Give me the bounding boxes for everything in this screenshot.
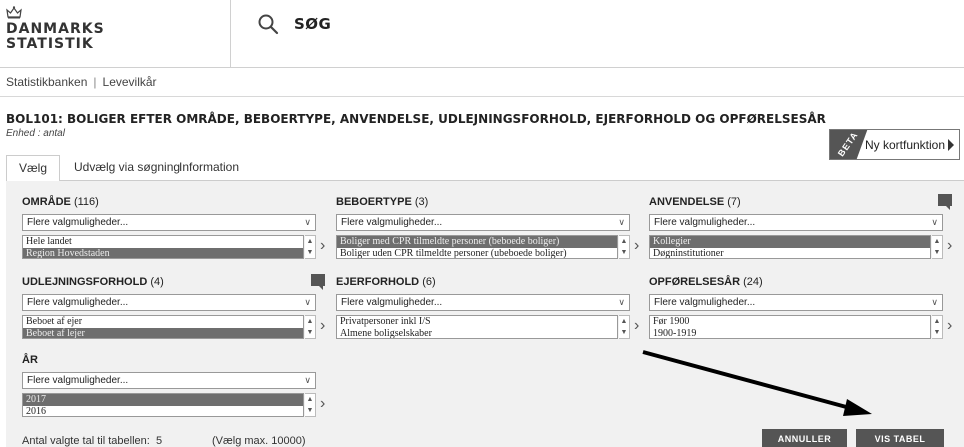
variable-name: ANVENDELSE [649, 196, 725, 208]
variable-name: BEBOERTYPE [336, 196, 412, 208]
chevron-right-icon[interactable]: › [634, 237, 640, 254]
chevron-right-icon[interactable]: › [320, 317, 326, 334]
list-item-selected[interactable]: 2017 [23, 394, 303, 406]
chevron-down-icon: ∨ [304, 297, 311, 307]
chevron-down-icon: ∨ [304, 217, 311, 227]
list-item[interactable]: Almene boligselskaber [340, 328, 432, 339]
selected-count-label: Antal valgte tal til tabellen: [22, 435, 150, 447]
logo-line-1: DANMARKS [6, 21, 105, 37]
options-dropdown[interactable]: Flere valgmuligheder... ∨ [22, 294, 316, 311]
search-icon[interactable] [257, 13, 279, 35]
show-table-button[interactable]: VIS TABEL [856, 429, 944, 447]
variable-beboertype [336, 196, 640, 259]
selected-count [22, 435, 162, 447]
list-item-selected[interactable]: Boliger med CPR tilmeldte personer (beboede boliger) [337, 236, 617, 248]
chevron-down-icon: ∨ [618, 217, 625, 227]
variable-count: (116) [73, 196, 99, 208]
breadcrumb-levevilkaar[interactable]: Levevilkår [102, 75, 157, 89]
variable-name: UDLEJNINGSFORHOLD [22, 276, 148, 288]
options-dropdown[interactable]: Flere valgmuligheder... ∨ [22, 214, 316, 231]
list-item[interactable]: Boliger uden CPR tilmeldte personer (ubeboede boliger) [340, 248, 567, 259]
max-count-hint: (Vælg max. 10000) [212, 435, 306, 447]
breadcrumb-separator: | [93, 75, 97, 89]
tab-udvaelg-soegning[interactable]: Udvælg via søgning [74, 160, 181, 174]
new-map-function-button[interactable] [829, 129, 960, 160]
variable-count: (7) [727, 196, 741, 208]
chevron-right-icon[interactable]: › [634, 317, 640, 334]
chevron-down-icon: ∨ [618, 297, 625, 307]
new-map-function-label: Ny kortfunktion [865, 138, 946, 152]
list-item[interactable]: 2016 [26, 406, 46, 417]
values-listbox[interactable] [22, 315, 304, 339]
values-listbox[interactable] [336, 315, 618, 339]
crown-icon [6, 6, 22, 19]
listbox-scrollbar[interactable]: ▲ ▼ [305, 235, 316, 259]
chevron-down-icon: ∨ [304, 375, 311, 385]
listbox-scrollbar[interactable]: ▲ ▼ [932, 235, 943, 259]
chevron-right-icon[interactable]: › [320, 237, 326, 254]
variable-aar [22, 354, 326, 417]
list-item[interactable]: 1900-1919 [653, 328, 697, 339]
listbox-scrollbar[interactable]: ▲ ▼ [932, 315, 943, 339]
variable-name: EJERFORHOLD [336, 276, 420, 288]
chevron-right-icon[interactable]: › [947, 317, 953, 334]
variable-omraade [22, 196, 326, 259]
chevron-down-icon: ∨ [931, 217, 938, 227]
variable-udlejningsforhold [22, 276, 326, 339]
tab-information[interactable]: Information [179, 160, 240, 174]
search-label[interactable]: SØG [294, 15, 332, 33]
listbox-scrollbar[interactable]: ▲ ▼ [305, 315, 316, 339]
list-item[interactable]: Beboet af ejer [26, 316, 83, 327]
breadcrumb-divider [0, 96, 964, 97]
tab-vaelg[interactable]: Vælg [6, 155, 60, 181]
site-header [0, 0, 964, 68]
variable-count: (4) [150, 276, 164, 288]
variable-name: ÅR [22, 354, 38, 366]
values-listbox[interactable] [22, 235, 304, 259]
unit-label: Enhed : antal [6, 128, 65, 139]
breadcrumb-statistikbanken[interactable]: Statistikbanken [6, 75, 88, 89]
logo-line-2: STATISTIK [6, 36, 94, 52]
options-dropdown[interactable]: Flere valgmuligheder... ∨ [649, 294, 943, 311]
listbox-scrollbar[interactable]: ▲ ▼ [619, 315, 630, 339]
page-title: BOL101: BOLIGER EFTER OMRÅDE, BEBOERTYPE, ANVENDELSE, UDLEJNINGSFORHOLD, EJERFORHOLD OG OPFØRELSESÅR [6, 112, 826, 126]
options-dropdown[interactable]: Flere valgmuligheder... ∨ [649, 214, 943, 231]
list-item[interactable]: Før 1900 [653, 316, 690, 327]
values-listbox[interactable] [649, 315, 931, 339]
chevron-right-icon[interactable]: › [947, 237, 953, 254]
beta-badge-text: BETA [835, 129, 861, 159]
options-dropdown[interactable]: Flere valgmuligheder... ∨ [336, 214, 630, 231]
comment-icon[interactable] [938, 194, 952, 206]
breadcrumb [6, 75, 157, 89]
list-item-selected[interactable]: Region Hovedstaden [23, 248, 303, 259]
list-item[interactable]: Døgninstitutioner [653, 248, 724, 259]
selected-count-value: 5 [155, 435, 163, 447]
comment-icon[interactable] [311, 274, 325, 286]
options-dropdown[interactable]: Flere valgmuligheder... ∨ [22, 372, 316, 389]
options-dropdown[interactable]: Flere valgmuligheder... ∨ [336, 294, 630, 311]
list-item-selected[interactable]: Kollegier [650, 236, 930, 248]
cancel-button[interactable]: ANNULLER [762, 429, 847, 447]
chevron-right-icon[interactable]: › [320, 395, 326, 412]
play-arrow-icon [948, 139, 954, 151]
variable-name: OPFØRELSESÅR [649, 276, 741, 288]
variable-count: (3) [414, 196, 429, 208]
listbox-scrollbar[interactable]: ▲ ▼ [619, 235, 630, 259]
chevron-down-icon: ∨ [931, 297, 938, 307]
values-listbox[interactable] [336, 235, 618, 259]
list-item[interactable]: Privatpersoner inkl I/S [340, 316, 431, 327]
variable-count: (24) [743, 276, 763, 288]
list-item[interactable]: Hele landet [26, 236, 72, 247]
listbox-scrollbar[interactable]: ▲ ▼ [305, 393, 316, 417]
values-listbox[interactable] [649, 235, 931, 259]
header-divider [230, 0, 231, 68]
variable-count: (6) [422, 276, 436, 288]
variable-ejerforhold [336, 276, 640, 339]
list-item-selected[interactable]: Beboet af lejer [23, 328, 303, 339]
variable-opfoerelsesaar [649, 276, 953, 339]
variable-anvendelse [649, 196, 953, 259]
variable-name: OMRÅDE [22, 196, 71, 208]
values-listbox[interactable] [22, 393, 304, 417]
